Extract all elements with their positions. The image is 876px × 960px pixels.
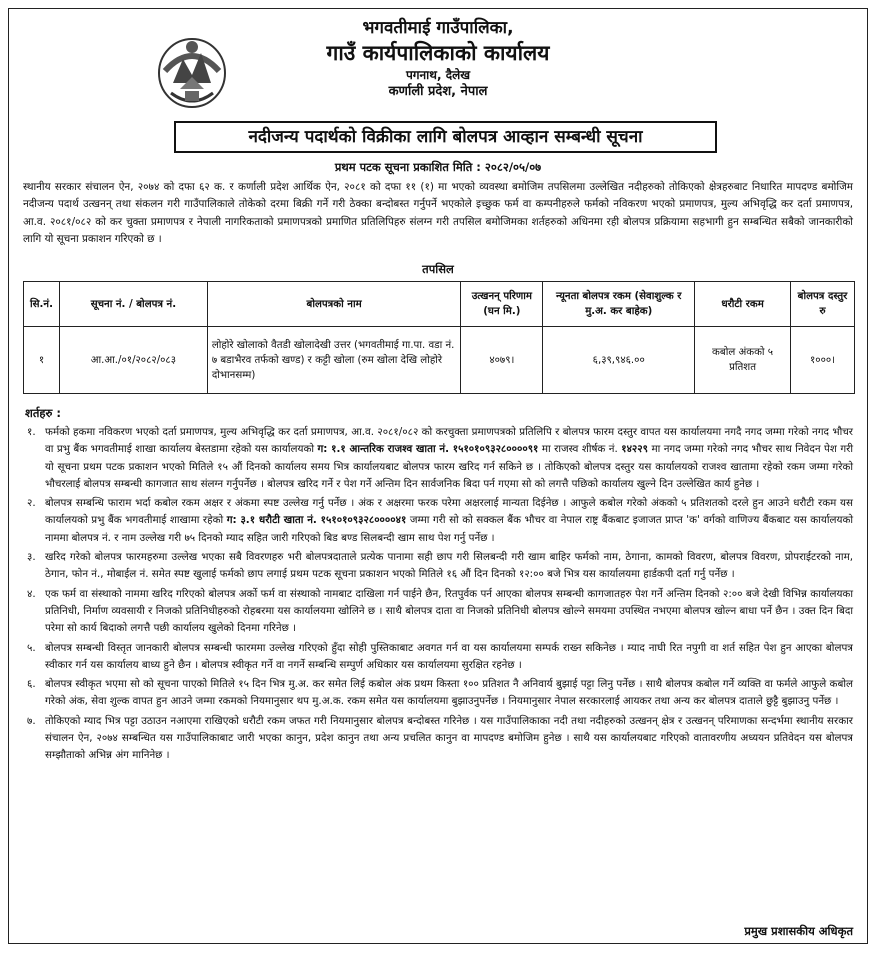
col-header-fee: बोलपत्र दस्तुर रु: [791, 282, 855, 327]
col-header-quantity: उत्खनन् परिणाम (घन मि.): [461, 282, 543, 327]
condition-item: १. फर्मको हकमा नविकरण भएको दर्ता प्रमाणपत्र, मुल्य अभिवृद्धि कर दर्ता प्रमाणपत्र, आ.व. २०८१/०८२ को करचुक्ता प्रमाणपत्रको प्रतिलिपि र बोलपत्र फारम दस्तुर वापत यस कार्यालयमा नगदै नगद जम्मा गरेको नगद भौचर वा प्रभु बैंक भगवतीमाई शाखा कार्यालय बेस्तडामा रहेको यस कार्यालयको ग: १.१ आन्तरिक राजश्व खाता नं. १५१०१०९३२८००००९१ मा राजस्व शीर्षक नं. १४२२९ मा नगद जम्मा गरेको नगद भौचर साथ निवेदन पेश गरी यो सूचना प्रथम पटक प्रकाशन भएको मितिले १५ औं दिनको कार्यालय समय भित्र कार्यालयबाट बोलपत्र फारम खरिद गर्न सकिने छ । तोकिएको बोलपत्र दस्तुर यस कार्यालयको राजश्व खातामा रहेको रकम जम्मा गरेको भौचरलाई बोलपत्र सम्बन्धी कागजात साथ संलग्न गर्नुपर्नेछ । बोलपत्र खरिद गर्ने र पेश गर्ने अन्तिम दिन सार्वजनिक बिदा पर्न गएमा सो को लगत्तै पछिको कार्यालय खुल्ने दिन उल्लेखित कार्य हुनेछ ।: [27, 426, 853, 490]
signature-title: प्रमुख प्रशासकीय अधिकृत: [744, 924, 853, 938]
condition-item: ७. तोकिएको म्याद भित्र पट्टा उठाउन नआएमा राखिएको धरौटी रकम जफत गरी नियमानुसार बोलपत्र बन्दोबस्त गरिनेछ । यस गाउँपालिकाका नदी तथा नदीहरुको उत्खनन् क्षेत्र र उत्खनन् परिमाणका सन्दर्भमा स्थानीय सरकार संचालन ऐन, २०७४ सम्बन्धित यस गाउँपालिकाबाट जारी भएका कानुन, प्रदेश कानुन तथा अन्य प्रचलित कानुन वा मापदण्ड बमोजिम हुनेछ । साथै यस कार्यालयबाट गरिएको वातावरणीय अध्ययन प्रतिवेदन यस बोलपत्र सम्झौताको अभिन्न अंग मानिनेछ ।: [27, 714, 853, 762]
bid-table: [23, 281, 855, 394]
province-line: कर्णाली प्रदेश, नेपाल: [388, 84, 488, 99]
office-name: गाउँ कार्यपालिकाको कार्यालय: [326, 41, 550, 65]
intro-paragraph: स्थानीय सरकार संचालन ऐन, २०७४ को दफा ६२ क. र कर्णाली प्रदेश आर्थिक ऐन, २०८१ को दफा ११ (१) मा भएको व्यवस्था बमोजिम तपसिलमा उल्लेखित नदीहरुको तोकिएको क्षेत्रहरुबाट निधारित मापदण्ड बमोजिम नदीजन्य पदार्थ उत्खनन् तथा संकलन गरी गाउँपालिकाले तोकेको दरमा बिक्री गर्ने गरी ठेक्का बन्दोबस्त गर्नुपर्ने भएकोले इच्छुक फर्म वा कम्पनीहरुले फर्मको नविकरण भएको प्रमाणपत्र, मुल्य अभिवृद्धि कर दर्ता प्रमाणपत्र, आ.व. २०८१/०८२ को कर चुक्ता प्रमाणपत्र र नेपाली नागरिकताको प्रमाणपत्रको प्रमाणित प्रतिलिपिहरु संलग्न गरी तपसिल बमोजिमका शर्तहरुको अधिनमा रही बोलपत्र प्रक्रियामा सहभागी हुन सम्बन्धित सबैको जानकारीको लागि यो सूचना प्रकाशन गरिएको छ ।: [23, 181, 853, 245]
condition-item: ६. बोलपत्र स्वीकृत भएमा सो को सूचना पाएको मितिले १५ दिन भित्र मु.अ. कर समेत लिई कबोल अंक प्रथम किस्ता १०० प्रतिशत नै अनिवार्य बुझाई पट्टा लिनु पर्नेछ । साथै बोलपत्र कबोल गर्ने व्यक्ति वा फर्मले आफुले कबोल गरेको अंक, सेवा शुल्क वापत हुन आउने जम्मा रकमको नियमानुसार थप मु.अ.क. रकम समेत यस कार्यालयमा बुझाउनुपर्नेछ । नियमानुसार नेपाल सरकारलाई आयकर तथा अन्य कर बोलपत्र दाताले छुट्टै बुझाउनु पर्नेछ ।: [27, 678, 853, 708]
table-row: [24, 327, 855, 394]
cell-min-amount: ६,३९,९४६.००: [543, 327, 695, 394]
notice-title: नदीजन्य पदार्थको विक्रीका लागि बोलपत्र आव्हान सम्बन्धी सूचना: [174, 121, 717, 153]
condition-item: ४. एक फर्म वा संस्थाको नाममा खरिद गरिएको बोलपत्र अर्को फर्म वा संस्थाको नामबाट दाखिला गर्न पाईने छैन, रितपुर्वक पर्न आएका बोलपत्र सम्बन्धी कागजातहरु पेश गर्ने अन्तिम दिनको २:०० बजे देखी विभिन्न कार्यालयका प्रतिनिधी, निर्माण व्यवसायी र निजको प्रतिनिधीहरुको रोहबरमा यस कार्यालयमा खोलिने छ । साथै बोलपत्र दाता वा निजको प्रतिनिधी बोलपत्र खोल्ने समयमा उपस्थित नभएमा बोलपत्र खोल्न बाधा पर्ने छैन । उक्त दिन बिदा परेमा सो कार्य बिदाको लगत्तै पछी कार्यालय खुलेको दिनमा गरिनेछ ।: [27, 587, 853, 635]
col-header-sn: सि.नं.: [24, 282, 60, 327]
col-header-bid-name: बोलपत्रको नाम: [207, 282, 461, 327]
publish-date: प्रथम पटक सूचना प्रकाशित मिति : २०८२/०५/०७: [334, 160, 542, 174]
cell-fee: १०००।: [791, 327, 855, 394]
cell-bid-name: लोहोरे खोलाको वैतडी खोलादेखी उत्तर (भगवतीमाई गा.पा. वडा नं. ७ बडाभैरव तर्फको खण्ड) र कट्टी खोला (रुम खोला देखि लोहोरे दोभानसम्म): [207, 327, 461, 394]
table-header-row: [24, 282, 855, 327]
header: [9, 17, 867, 100]
conditions-list: [23, 424, 853, 767]
condition-item: ३. खरिद गरेको बोलपत्र फारमहरुमा उल्लेख भएका सबै विवरणहरु भरी बोलपत्रदाताले प्रत्येक पानामा सही छाप गरी सिलबन्दी गरी खाम बाहिर फर्मको नाम, ठेगाना, कामको विवरण, बोलपत्र विवरण, प्रोपराईटरको नाम, ठेगान, फोन नं., मोबाईल नं. समेत स्पष्ट खुलाई फर्मको छाप लगाई प्रथम पटक सूचना प्रकाशन भएको मितिले १६ औं दिन दिनको १२:०० बजे भित्र यस कार्यालयमा हार्डकपी दर्ता गर्नु पर्नेछ ।: [27, 551, 853, 581]
cell-notice-no: आ.आ./०१/२०८२/०८३: [59, 327, 207, 394]
address-line: पगनाथ, दैलेख: [405, 68, 471, 82]
condition-item: ५. बोलपत्र सम्बन्धी विस्तृत जानकारी बोलपत्र सम्बन्धी फारममा उल्लेख गरिएको हुँदा सोही पुस्तिकाबाट अवगत गर्न वा यस कार्यालयमा सम्पर्क राख्न सकिनेछ । म्याद नाघी रित नपुगी वा शर्त सहित पेश हुन आएका बोलपत्र स्वीकार गर्न यस कार्यालय बाध्य हुने छैन । बोलपत्र स्वीकृत गर्ने वा नगर्ने सम्बन्धि सम्पुर्ण अधिकार यस कार्यालयमा सुरक्षित रहनेछ ।: [27, 641, 853, 671]
schedule-heading: तपसिल: [422, 262, 454, 276]
cell-sn: १: [24, 327, 60, 394]
col-header-notice-no: सूचना नं. / बोलपत्र नं.: [59, 282, 207, 327]
cell-quantity: ४०७९।: [461, 327, 543, 394]
col-header-min-amount: न्यूनता बोलपत्र रकम (सेवाशुल्क र मु.अ. कर बाहेक): [543, 282, 695, 327]
col-header-deposit: धरौटी रकम: [695, 282, 791, 327]
notice-page: [8, 8, 868, 944]
conditions-heading: शर्तहरु :: [25, 406, 61, 420]
cell-deposit: कबोल अंकको ५ प्रतिशत: [695, 327, 791, 394]
condition-item: २. बोलपत्र सम्बन्धि फाराम भर्दा कबोल रकम अक्षर र अंकमा स्पष्ट उल्लेख गर्नु पर्नेछ । अंक र अक्षरमा फरक परेमा अक्षरलाई मान्यता दिईनेछ । आफुले कबोल गरेको अंकको ५ प्रतिशतको दरले हुन आउने धरौटी रकम यस कार्यालयको प्रभु बैंक भगवतीमाई शाखामा रहेको ग: ३.१ धरौटी खाता नं. १५१०१०९३२८००००४१ जम्मा गरी सो को सक्कल बैंक भौचर वा नेपाल राष्ट्र बैंकबाट इजाजत प्राप्त 'क' वर्गको वाणिज्य बैंकबाट यस कार्यालयको नाममा बोलपत्र नं. र नाम उल्लेख गरी ७५ दिनको म्याद सहित जारी गरिएको बिड बण्ड सिलबन्दी खाम साथ पेश गर्नु पर्नेछ ।: [27, 497, 854, 544]
municipality-name: भगवतीमाई गाउँपालिका,: [362, 18, 514, 38]
